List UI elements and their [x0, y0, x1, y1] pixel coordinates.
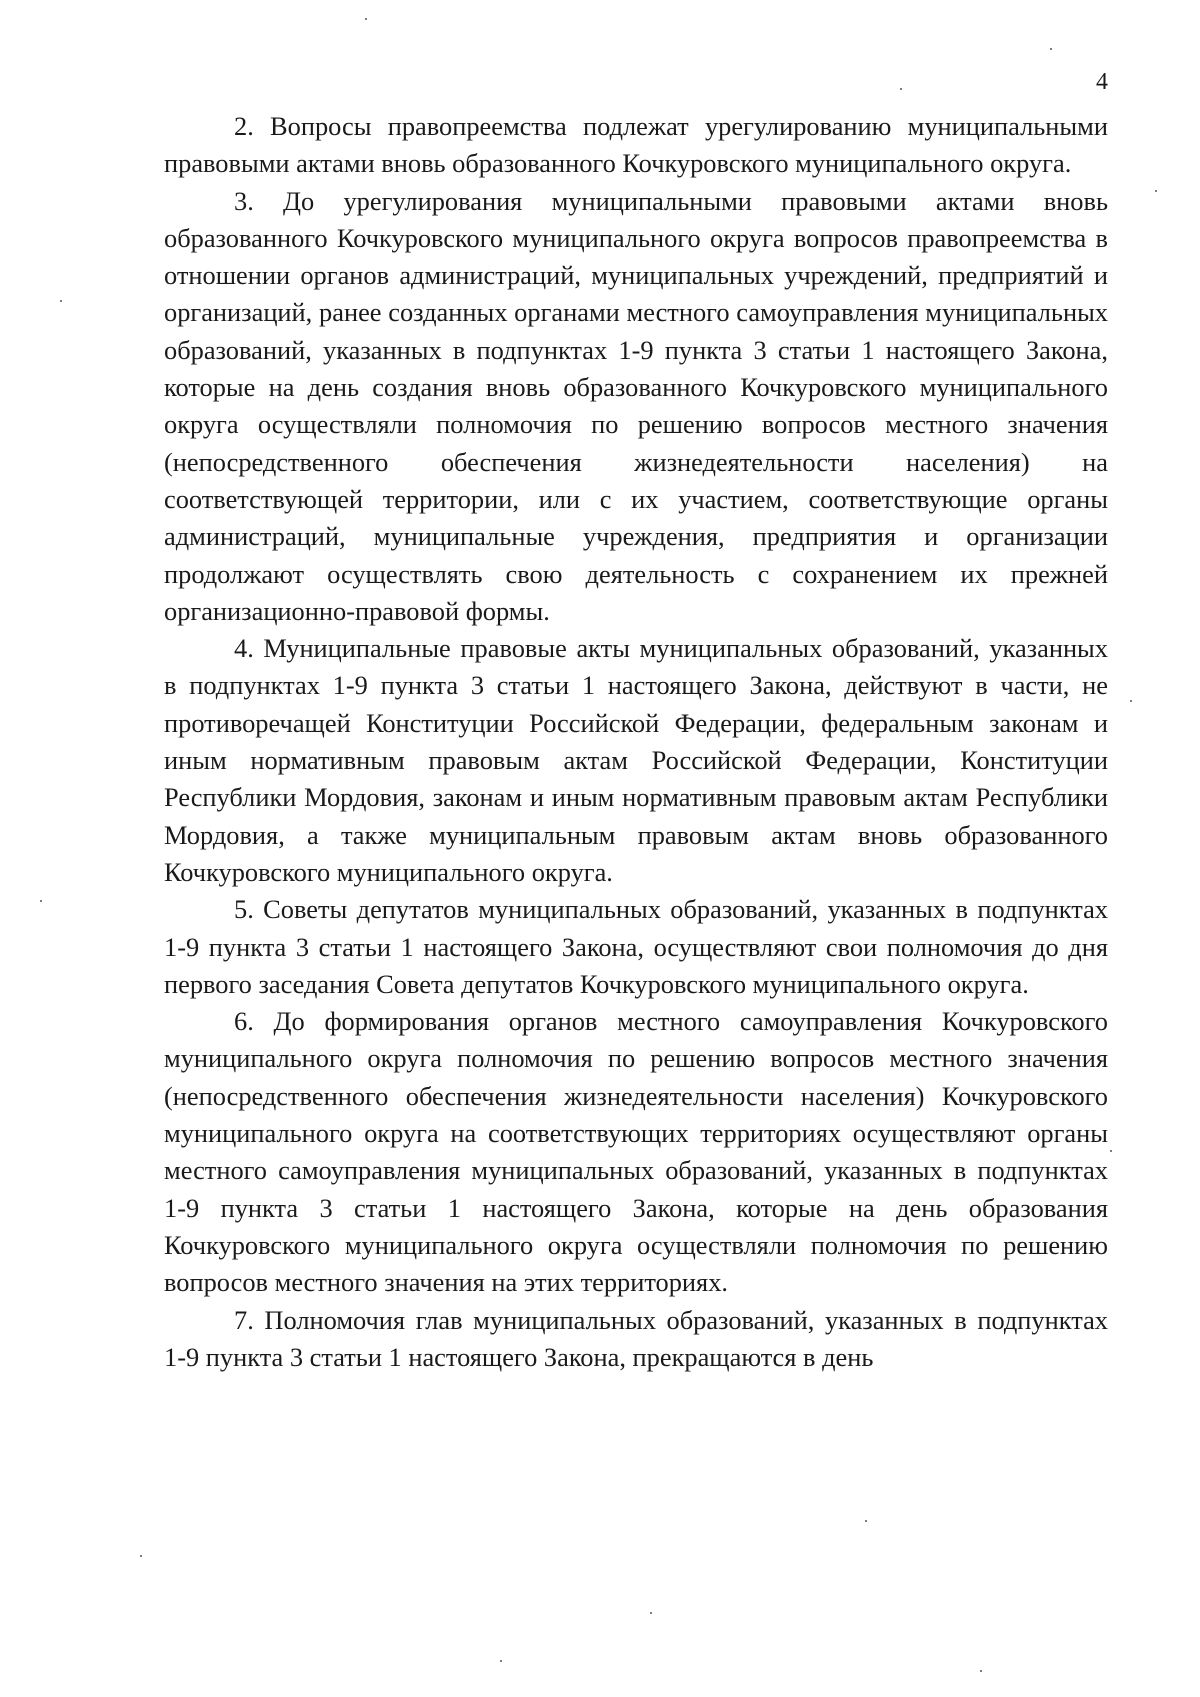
scan-speck	[1130, 700, 1132, 702]
scan-speck	[865, 1520, 867, 1522]
scan-speck	[140, 1555, 142, 1557]
paragraph-5: 5. Советы депутатов муниципальных образований, указанных в подпунктах 1-9 пункта 3 статьи 1 настоящего Закона, осуществляют свои полномочия до дня первого заседания Совета депутатов Кочкуровского муниципального округа.	[164, 894, 1108, 999]
paragraph-7: 7. Полномочия глав муниципальных образований, указанных в подпунктах 1-9 пункта 3 статьи 1 настоящего Закона, прекращаются в день	[164, 1304, 1108, 1372]
scan-speck	[1155, 190, 1157, 192]
page-number: 4	[1096, 69, 1108, 95]
scan-speck	[900, 88, 902, 90]
scan-speck	[40, 900, 42, 902]
scan-speck	[980, 1670, 982, 1672]
scan-speck	[500, 1660, 502, 1662]
scan-speck	[365, 18, 367, 20]
paragraph-2: 2. Вопросы правопреемства подлежат урегулированию муниципальными правовыми актами вновь образованного Кочкуровского муниципального округа.	[164, 111, 1108, 179]
scan-speck	[1110, 1150, 1112, 1152]
paragraph-4: 4. Муниципальные правовые акты муниципальных образований, указанных в подпунктах 1-9 пункта 3 статьи 1 настоящего Закона, действуют в части, не противоречащей Конституции Российской Федерации, федеральным законам и иным нормативным правовым актам Российской Федерации, Конституции Республики Мордовия, законам и иным нормативным правовым актам Республики Мордовия, а также муниципальным правовым актам вновь образованного Кочкуровского муниципального округа.	[164, 633, 1108, 887]
document-body	[164, 108, 1108, 1376]
scan-speck	[1050, 48, 1052, 50]
scan-speck	[650, 1612, 652, 1614]
paragraph-3: 3. До урегулирования муниципальными правовыми актами вновь образованного Кочкуровского муниципального округа вопросов правопреемства в отношении органов администраций, муниципальных учреждений, предприятий и организаций, ранее созданных органами местного самоуправления муниципальных образований, указанных в подпунктах 1-9 пункта 3 статьи 1 настоящего Закона, которые на день создания вновь образованного Кочкуровского муниципального округа осуществляли полномочия по решению вопросов местного значения (непосредственного обеспечения жизнедеятельности населения) на соответствующей территории, или с их участием, соответствующие органы администраций, муниципальные учреждения, предприятия и организации продолжают осуществлять свою деятельность с сохранением их прежней организационно-правовой формы.	[164, 185, 1108, 626]
paragraph-6: 6. До формирования органов местного самоуправления Кочкуровского муниципального округа полномочия по решению вопросов местного значения (непосредственного обеспечения жизнедеятельности населения) Кочкуровского муниципального округа на соответствующих территориях осуществляют органы местного самоуправления муниципальных образований, указанных в подпунктах 1-9 пункта 3 статьи 1 настоящего Закона, которые на день образования Кочкуровского муниципального округа осуществляли полномочия по решению вопросов местного значения на этих территориях.	[164, 1006, 1108, 1298]
scan-speck	[60, 300, 62, 302]
